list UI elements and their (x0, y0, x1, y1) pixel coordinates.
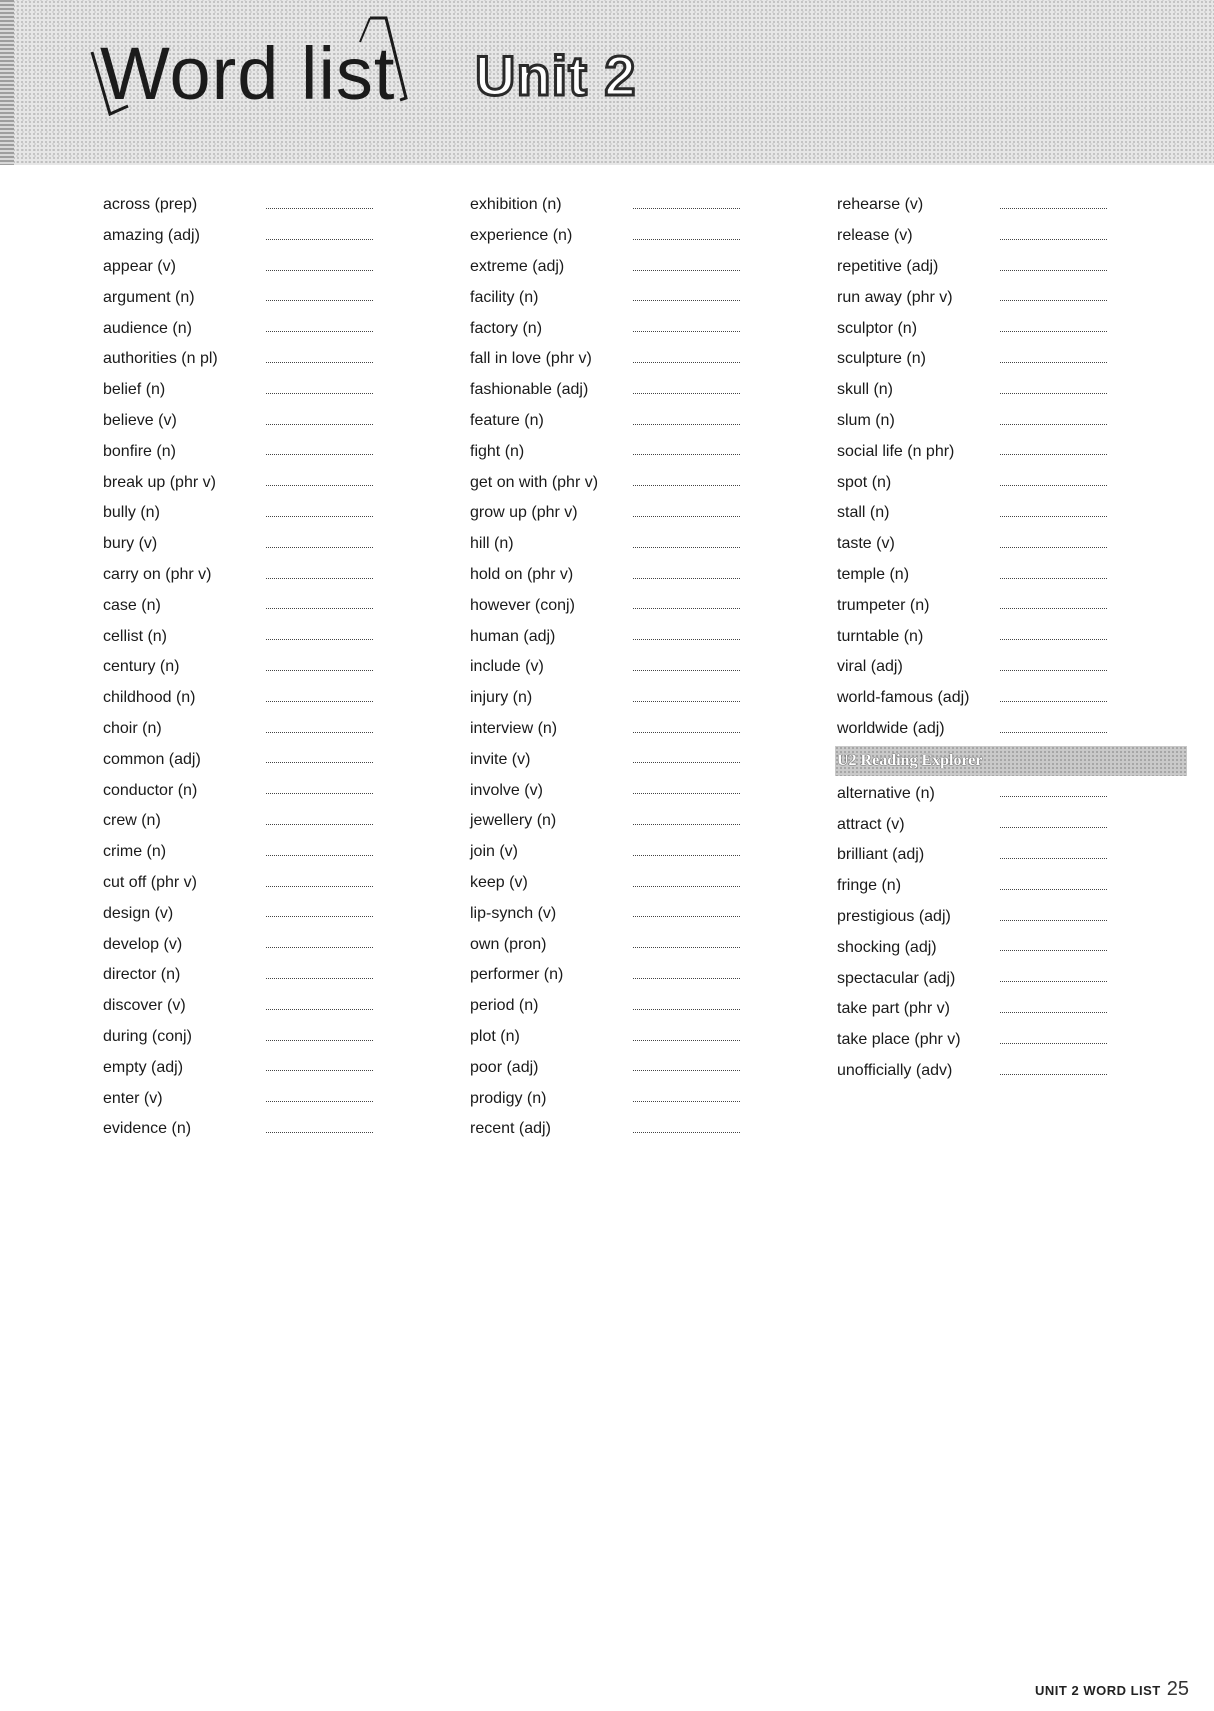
word-entry (837, 652, 1187, 683)
word-entry (103, 498, 453, 529)
word-term: performer (n) (470, 966, 564, 984)
translation-blank-line (266, 208, 373, 209)
word-entry (470, 652, 820, 683)
word-term: recent (adj) (470, 1120, 551, 1138)
word-term: join (v) (470, 843, 519, 861)
translation-blank-line (1000, 239, 1107, 240)
translation-blank-line (1000, 208, 1107, 209)
word-term: carry on (phr v) (103, 565, 212, 583)
word-term: attract (v) (837, 815, 905, 833)
word-entry (837, 932, 1187, 963)
word-entry (470, 498, 820, 529)
word-term: rehearse (v) (837, 196, 924, 214)
word-entry (103, 652, 453, 683)
word-entry (103, 898, 453, 929)
translation-blank-line (633, 886, 740, 887)
translation-blank-line (266, 978, 373, 979)
translation-blank-line (266, 608, 373, 609)
word-term: hold on (phr v) (470, 565, 574, 583)
word-entry (470, 775, 820, 806)
word-term: facility (n) (470, 288, 539, 306)
word-term: during (conj) (103, 1027, 192, 1045)
word-term: choir (n) (103, 719, 162, 737)
translation-blank-line (633, 300, 740, 301)
word-term: human (adj) (470, 627, 556, 645)
word-term: empty (adj) (103, 1058, 184, 1076)
translation-blank-line (633, 208, 740, 209)
word-term: slum (n) (837, 411, 895, 429)
translation-blank-line (266, 1132, 373, 1133)
word-term: brilliant (adj) (837, 846, 925, 864)
word-term: crew (n) (103, 812, 161, 830)
word-entry (470, 221, 820, 252)
word-entry (470, 837, 820, 868)
word-term: enter (v) (103, 1089, 163, 1107)
word-entry (470, 1022, 820, 1053)
word-term: own (pron) (470, 935, 547, 953)
word-column-1 (103, 190, 453, 1145)
word-term: include (v) (470, 658, 544, 676)
word-entry (470, 590, 820, 621)
word-entry (470, 252, 820, 283)
word-entry (103, 375, 453, 406)
word-entry (103, 313, 453, 344)
word-entry (837, 406, 1187, 437)
word-term: unofficially (adv) (837, 1061, 953, 1079)
word-term: design (v) (103, 904, 174, 922)
word-term: get on with (phr v) (470, 473, 599, 491)
word-term: alternative (n) (837, 784, 935, 802)
word-term: jewellery (n) (470, 812, 557, 830)
page-edge-strip (0, 0, 14, 165)
word-entry (470, 960, 820, 991)
translation-blank-line (1000, 393, 1107, 394)
translation-blank-line (633, 1070, 740, 1071)
word-term: break up (phr v) (103, 473, 216, 491)
word-entry (837, 1025, 1187, 1056)
translation-blank-line (633, 424, 740, 425)
translation-blank-line (633, 1101, 740, 1102)
translation-blank-line (633, 485, 740, 486)
word-term: spot (n) (837, 473, 892, 491)
word-term: discover (v) (103, 997, 186, 1015)
word-entry (470, 406, 820, 437)
word-term: world-famous (adj) (837, 689, 970, 707)
translation-blank-line (1000, 1074, 1107, 1075)
translation-blank-line (1000, 578, 1107, 579)
word-term: skull (n) (837, 381, 894, 399)
word-entry (470, 1052, 820, 1083)
word-term: social life (n phr) (837, 442, 955, 460)
translation-blank-line (633, 824, 740, 825)
word-entry (103, 1083, 453, 1114)
translation-blank-line (633, 855, 740, 856)
word-term: fringe (n) (837, 877, 902, 895)
translation-blank-line (1000, 950, 1107, 951)
translation-blank-line (1000, 424, 1107, 425)
word-entry (103, 991, 453, 1022)
word-term: belief (n) (103, 381, 166, 399)
translation-blank-line (266, 793, 373, 794)
word-entry (837, 467, 1187, 498)
translation-blank-line (266, 855, 373, 856)
word-entry (103, 806, 453, 837)
word-entry (837, 529, 1187, 560)
word-term: director (n) (103, 966, 181, 984)
translation-blank-line (266, 701, 373, 702)
word-term: bury (v) (103, 535, 158, 553)
word-entry (837, 683, 1187, 714)
translation-blank-line (1000, 331, 1107, 332)
word-entry (470, 991, 820, 1022)
word-entry (103, 714, 453, 745)
word-term: prodigy (n) (470, 1089, 547, 1107)
page-title: Word list (100, 32, 396, 115)
translation-blank-line (1000, 454, 1107, 455)
word-term: taste (v) (837, 535, 895, 553)
word-entry (103, 467, 453, 498)
word-term: appear (v) (103, 257, 176, 275)
word-term: experience (n) (470, 227, 573, 245)
word-term: across (prep) (103, 196, 198, 214)
word-entry (837, 714, 1187, 745)
word-entry (103, 929, 453, 960)
word-entry (103, 1114, 453, 1145)
word-entry (837, 902, 1187, 933)
word-term: however (conj) (470, 596, 575, 614)
translation-blank-line (1000, 516, 1107, 517)
translation-blank-line (266, 239, 373, 240)
translation-blank-line (266, 424, 373, 425)
word-term: injury (n) (470, 689, 533, 707)
word-entry (837, 190, 1187, 221)
word-term: fall in love (phr v) (470, 350, 592, 368)
translation-blank-line (1000, 981, 1107, 982)
word-entry (837, 590, 1187, 621)
translation-blank-line (1000, 300, 1107, 301)
translation-blank-line (1000, 1012, 1107, 1013)
word-term: plot (n) (470, 1027, 520, 1045)
word-entry (470, 714, 820, 745)
word-entry (103, 960, 453, 991)
word-term: invite (v) (470, 750, 531, 768)
word-term: viral (adj) (837, 658, 903, 676)
word-entry (837, 1056, 1187, 1087)
translation-blank-line (1000, 547, 1107, 548)
word-entry (837, 436, 1187, 467)
translation-blank-line (1000, 827, 1107, 828)
word-entry (470, 190, 820, 221)
word-entry (470, 1083, 820, 1114)
word-term: audience (n) (103, 319, 192, 337)
translation-blank-line (1000, 270, 1107, 271)
word-term: argument (n) (103, 288, 195, 306)
translation-blank-line (1000, 889, 1107, 890)
translation-blank-line (1000, 670, 1107, 671)
translation-blank-line (633, 270, 740, 271)
word-term: sculpture (n) (837, 350, 926, 368)
word-term: crime (n) (103, 843, 167, 861)
translation-blank-line (1000, 639, 1107, 640)
word-term: bully (n) (103, 504, 160, 522)
translation-blank-line (633, 978, 740, 979)
translation-blank-line (266, 362, 373, 363)
translation-blank-line (266, 1101, 373, 1102)
translation-blank-line (633, 362, 740, 363)
word-entry (470, 375, 820, 406)
word-entry (103, 221, 453, 252)
word-entry (470, 683, 820, 714)
word-entry (103, 621, 453, 652)
word-entry (837, 963, 1187, 994)
word-entry (103, 529, 453, 560)
word-entry (470, 868, 820, 899)
word-term: conductor (n) (103, 781, 198, 799)
word-entry (103, 1052, 453, 1083)
translation-blank-line (266, 547, 373, 548)
word-column-2 (470, 190, 820, 1145)
word-term: involve (v) (470, 781, 543, 799)
word-term: shocking (adj) (837, 938, 937, 956)
word-entry (470, 344, 820, 375)
word-term: turntable (n) (837, 627, 924, 645)
translation-blank-line (633, 670, 740, 671)
translation-blank-line (633, 639, 740, 640)
page-footer (1035, 1678, 1189, 1701)
word-term: grow up (phr v) (470, 504, 578, 522)
translation-blank-line (633, 1040, 740, 1041)
word-entry (103, 406, 453, 437)
word-entry (103, 344, 453, 375)
word-entry (470, 282, 820, 313)
word-entry (103, 1022, 453, 1053)
word-entry (103, 560, 453, 591)
word-entry (837, 344, 1187, 375)
footer-label: UNIT 2 WORD LIST (1035, 1683, 1161, 1698)
word-term: develop (v) (103, 935, 183, 953)
word-entry (103, 868, 453, 899)
translation-blank-line (1000, 1043, 1107, 1044)
translation-blank-line (266, 1040, 373, 1041)
translation-blank-line (633, 1132, 740, 1133)
translation-blank-line (266, 331, 373, 332)
translation-blank-line (633, 578, 740, 579)
word-entry (470, 929, 820, 960)
word-entry (470, 1114, 820, 1145)
translation-blank-line (633, 331, 740, 332)
translation-blank-line (633, 947, 740, 948)
word-entry (470, 529, 820, 560)
word-term: cellist (n) (103, 627, 168, 645)
word-term: interview (n) (470, 719, 558, 737)
translation-blank-line (266, 1070, 373, 1071)
translation-blank-line (633, 701, 740, 702)
word-entry (837, 252, 1187, 283)
translation-blank-line (266, 578, 373, 579)
word-term: period (n) (470, 997, 539, 1015)
translation-blank-line (633, 454, 740, 455)
word-term: take part (phr v) (837, 1000, 950, 1018)
translation-blank-line (266, 300, 373, 301)
word-entry (837, 375, 1187, 406)
translation-blank-line (633, 393, 740, 394)
word-entry (837, 282, 1187, 313)
word-term: fashionable (adj) (470, 381, 589, 399)
translation-blank-line (633, 239, 740, 240)
translation-blank-line (266, 916, 373, 917)
translation-blank-line (266, 1009, 373, 1010)
word-entry (103, 837, 453, 868)
unit-label: Unit 2 (475, 44, 637, 107)
word-term: temple (n) (837, 565, 910, 583)
word-entry (103, 590, 453, 621)
translation-blank-line (1000, 608, 1107, 609)
word-entry (837, 221, 1187, 252)
translation-blank-line (266, 762, 373, 763)
translation-blank-line (1000, 485, 1107, 486)
word-term: keep (v) (470, 873, 528, 891)
word-term: poor (adj) (470, 1058, 539, 1076)
word-entry (837, 809, 1187, 840)
word-term: bonfire (n) (103, 442, 176, 460)
translation-blank-line (633, 608, 740, 609)
section-heading-reading-explorer: U2 Reading Explorer (835, 746, 1187, 776)
word-entry (103, 775, 453, 806)
word-term: childhood (n) (103, 689, 196, 707)
word-term: take place (phr v) (837, 1031, 961, 1049)
translation-blank-line (266, 485, 373, 486)
word-entry (837, 313, 1187, 344)
word-term: release (v) (837, 227, 913, 245)
translation-blank-line (1000, 858, 1107, 859)
translation-blank-line (1000, 362, 1107, 363)
word-entry (103, 744, 453, 775)
word-entry (470, 806, 820, 837)
translation-blank-line (633, 547, 740, 548)
word-term: prestigious (adj) (837, 907, 951, 925)
word-term: stall (n) (837, 504, 890, 522)
word-entry (103, 683, 453, 714)
word-entry (837, 621, 1187, 652)
word-entry (470, 621, 820, 652)
translation-blank-line (266, 393, 373, 394)
word-term: amazing (adj) (103, 227, 200, 245)
translation-blank-line (266, 516, 373, 517)
translation-blank-line (266, 270, 373, 271)
word-term: evidence (n) (103, 1120, 192, 1138)
word-entry (837, 560, 1187, 591)
word-entry (103, 190, 453, 221)
translation-blank-line (633, 732, 740, 733)
page-number: 25 (1166, 1678, 1189, 1700)
translation-blank-line (266, 670, 373, 671)
word-entry (837, 994, 1187, 1025)
word-term: repetitive (adj) (837, 257, 939, 275)
word-term: feature (n) (470, 411, 544, 429)
translation-blank-line (1000, 920, 1107, 921)
word-entry (470, 560, 820, 591)
word-entry (837, 498, 1187, 529)
word-term: exhibition (n) (470, 196, 562, 214)
translation-blank-line (1000, 796, 1107, 797)
page-title-block (70, 14, 670, 134)
word-term: sculptor (n) (837, 319, 918, 337)
translation-blank-line (266, 639, 373, 640)
translation-blank-line (1000, 701, 1107, 702)
word-term: spectacular (adj) (837, 969, 956, 987)
word-term: case (n) (103, 596, 161, 614)
word-entry (837, 871, 1187, 902)
word-term: fight (n) (470, 442, 525, 460)
word-entry (103, 252, 453, 283)
word-term: authorities (n pl) (103, 350, 218, 368)
translation-blank-line (633, 793, 740, 794)
word-term: worldwide (adj) (837, 719, 945, 737)
word-term: trumpeter (n) (837, 596, 930, 614)
translation-blank-line (266, 454, 373, 455)
translation-blank-line (633, 1009, 740, 1010)
translation-blank-line (266, 886, 373, 887)
translation-blank-line (266, 732, 373, 733)
word-entry (470, 898, 820, 929)
word-entry (103, 436, 453, 467)
translation-blank-line (633, 916, 740, 917)
translation-blank-line (633, 762, 740, 763)
translation-blank-line (266, 947, 373, 948)
word-entry (837, 778, 1187, 809)
word-term: cut off (phr v) (103, 873, 197, 891)
word-term: extreme (adj) (470, 257, 565, 275)
translation-blank-line (633, 516, 740, 517)
word-term: run away (phr v) (837, 288, 953, 306)
translation-blank-line (266, 824, 373, 825)
word-term: century (n) (103, 658, 180, 676)
word-column-3 (837, 190, 1187, 1086)
translation-blank-line (1000, 732, 1107, 733)
word-entry (470, 313, 820, 344)
word-entry (470, 436, 820, 467)
word-entry (470, 744, 820, 775)
word-term: factory (n) (470, 319, 543, 337)
word-term: believe (v) (103, 411, 177, 429)
word-term: hill (n) (470, 535, 514, 553)
word-entry (837, 840, 1187, 871)
word-term: lip-synch (v) (470, 904, 557, 922)
word-entry (103, 282, 453, 313)
word-term: common (adj) (103, 750, 201, 768)
word-entry (470, 467, 820, 498)
